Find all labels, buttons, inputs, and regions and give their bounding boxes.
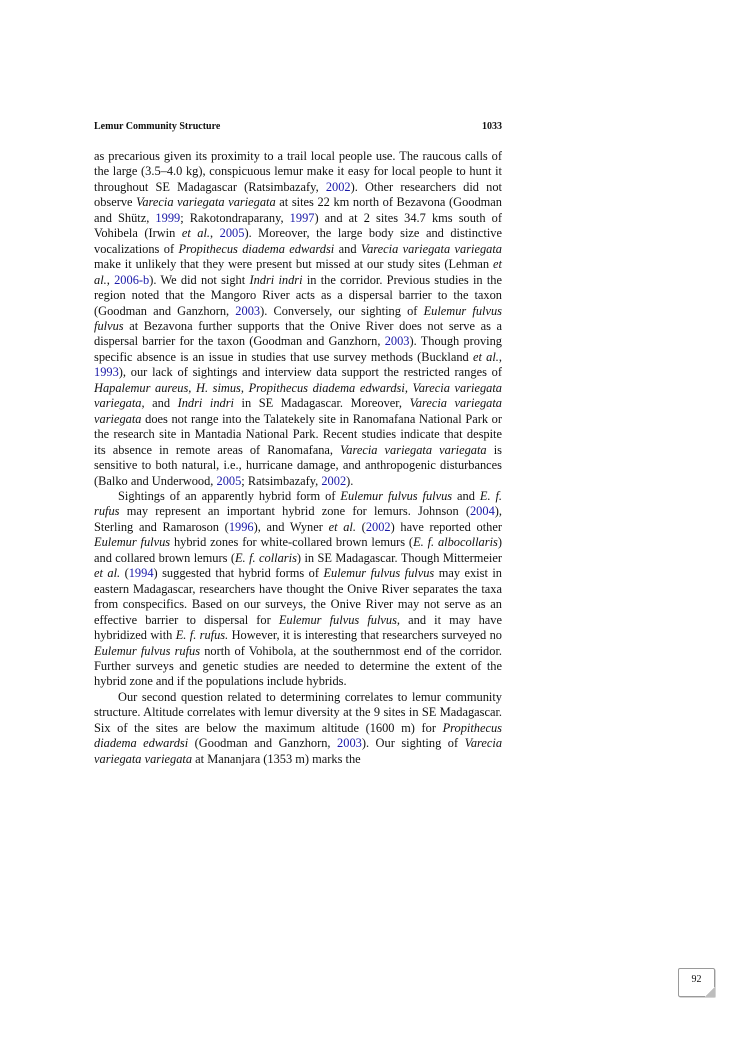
italic-run: et al. (472, 349, 499, 364)
italic-run: Hapalemur aureus, H. simus, Propithecus diadema edwardsi, Varecia variegata variegata, (94, 380, 502, 411)
text-run: ). Other researchers did not observe (94, 179, 502, 210)
text-run: Sightings of an apparently hybrid form of (118, 488, 341, 503)
text-run: ) have reported other (390, 519, 502, 534)
italic-run: et al. (181, 226, 211, 241)
italic-run: Varecia variegata variegata (136, 195, 276, 210)
italic-run: Indri indri (177, 396, 235, 411)
citation-link[interactable]: 2003 (384, 334, 410, 349)
italic-run: Propithecus diadema edwardsi (178, 241, 335, 256)
paragraph-3 (94, 690, 502, 767)
text-run: ). Conversely, our sighting of (260, 303, 424, 318)
citation-link[interactable]: 1993 (94, 365, 119, 380)
text-run: in the corridor. Previous studies in the region noted that the Mangoro River acts as a dispersal barrier to the taxon (Goodman and Ganzhorn, (94, 272, 502, 318)
text-run: and it may have hybridized with (94, 612, 502, 643)
text-run: in SE Madagascar. Moreover, (234, 396, 410, 411)
italic-run: E. f. rufus (94, 488, 503, 519)
text-run: ), our lack of sightings and interview data support the restricted ranges of (118, 365, 502, 380)
text-run: , (498, 349, 502, 364)
running-header (94, 121, 502, 132)
text-run: ). Our sighting of (361, 736, 465, 751)
text-run: may represent an important hybrid zone for lemurs. Johnson ( (119, 504, 470, 519)
text-run: ) in SE Madagascar. Though Mittermeier (296, 550, 502, 565)
citation-link[interactable]: 2002 (325, 179, 351, 194)
article-body (94, 149, 502, 767)
italic-run: E. f. rufus. (175, 628, 229, 643)
italic-run: Varecia variegata variegata (94, 736, 503, 766)
citation-link[interactable]: 2003 (337, 736, 362, 751)
text-run: make it unlikely that they were present but missed at our study sites (Lehman (94, 257, 494, 272)
text-run: However, it is interesting that researchers surveyed no (228, 628, 502, 643)
text-run: at sites 22 km north of Bezavona (Goodman and Shütz, (94, 195, 502, 225)
text-run: at Mananjara (1353 m) marks the (192, 751, 361, 766)
citation-link[interactable]: 1997 (289, 210, 315, 225)
text-run: (Goodman and Ganzhorn, (188, 736, 338, 751)
page-indicator (678, 968, 715, 997)
italic-run: et al. (94, 257, 502, 287)
text-run: and (334, 241, 361, 256)
citation-link[interactable]: 1994 (128, 566, 154, 581)
running-title: Lemur Community Structure (94, 121, 221, 132)
text-run: and (452, 488, 480, 503)
text-run: ( (120, 566, 129, 581)
italic-run: Eulemur fulvus fulvus (340, 488, 453, 503)
text-run: ) and at 2 sites 34.7 kms south of Vohibela (Irwin (94, 210, 502, 241)
italic-run: Indri indri (249, 272, 303, 287)
text-run: ) suggested that hybrid forms of (153, 566, 324, 581)
text-run: ). We did not sight (149, 272, 250, 287)
text-run: ). (346, 473, 354, 488)
italic-run: Eulemur fulvus fulvus (94, 303, 502, 333)
italic-run: Eulemur fulvus fulvus, (278, 612, 401, 627)
page-curl-icon (705, 987, 715, 997)
text-run: may exist in eastern Madagascar, researchers have thought the Onive River separates the taxa from conspecifics. Based on our surveys, the Onive River may not serve as an effective barrier to dispersal for (94, 566, 502, 627)
italic-run: Varecia variegata variegata (360, 241, 502, 256)
citation-link[interactable]: 2003 (235, 303, 261, 318)
page-indicator-number: 92 (691, 974, 702, 985)
text-run: does not range into the Talatekely site in Ranomafana National Park or the research site in Mantadia National Park. Recent studies indicate that despite its absence in remote areas of Ranomafana, (94, 411, 502, 457)
journal-page-number: 1033 (482, 121, 502, 132)
citation-link[interactable]: 2002 (365, 519, 391, 534)
text-run: and (144, 396, 178, 411)
paragraph-2 (94, 489, 502, 690)
text-run: north of Vohibola, at the southernmost end of the corridor. Further surveys and genetic studies are needed to determine the extent of the hybrid zone and if the populations include hybrids. (94, 643, 502, 689)
text-run: at Bezavona further supports that the Onive River does not serve as a dispersal barrier for the taxon (Goodman and Ganzhorn, (94, 318, 502, 349)
text-run: ( (355, 519, 366, 534)
citation-link[interactable]: 2002 (321, 473, 347, 488)
citation-link[interactable]: 1999 (155, 210, 181, 225)
text-run: , (106, 272, 115, 287)
citation-link[interactable]: 1996 (228, 519, 254, 534)
italic-run: Varecia variegata variegata (94, 396, 502, 426)
text-run: hybrid zones for white-collared brown lemurs ( (170, 535, 414, 550)
italic-run: et al. (94, 566, 121, 581)
text-run: ). Moreover, the large body size and distinctive vocalizations of (94, 226, 502, 256)
text-run: ; Rakotondraparany, (180, 210, 290, 225)
text-run: as precarious given its proximity to a trail local people use. The raucous calls of the large (3.5–4.0 kg), conspicuous lemur make it easy for local people to hunt it throughout SE Madagascar (Ratsimbazafy, (94, 149, 502, 194)
text-run: ), Sterling and Ramaroson ( (94, 504, 502, 534)
italic-run: E. f. albocollaris (413, 535, 498, 550)
text-run: Our second question related to determining correlates to lemur community structure. Altitude correlates with lemur diversity at the 9 sites in SE Madagascar. Six of the sites are below the maximum altitude (1600 m) for (94, 689, 502, 735)
italic-run: Eulemur fulvus (94, 535, 171, 550)
text-run: is sensitive to both natural, i.e., hurricane damage, and anthropogenic disturbances (Balko and Underwood, (94, 442, 502, 488)
paragraph-1 (94, 149, 502, 489)
text-run: ; Ratsimbazafy, (241, 473, 322, 488)
citation-link[interactable]: 2005 (219, 226, 245, 241)
text-run: ). Though proving specific absence is an issue in studies that use survey methods (Buckland (94, 334, 502, 364)
text-run: , (210, 226, 220, 241)
citation-link[interactable]: 2004 (469, 504, 495, 519)
citation-link[interactable]: 2005 (216, 473, 242, 488)
italic-run: Varecia variegata variegata (340, 442, 487, 457)
citation-link[interactable]: 2006-b (114, 272, 150, 287)
italic-run: Eulemur fulvus fulvus (323, 566, 435, 581)
text-run: ) and collared brown lemurs ( (94, 535, 502, 565)
italic-run: E. f. collaris (234, 550, 297, 565)
italic-run: Propithecus diadema edwardsi (94, 720, 502, 751)
text-run: ), and Wyner (253, 519, 329, 534)
italic-run: et al. (328, 519, 356, 534)
italic-run: Eulemur fulvus rufus (94, 643, 201, 658)
